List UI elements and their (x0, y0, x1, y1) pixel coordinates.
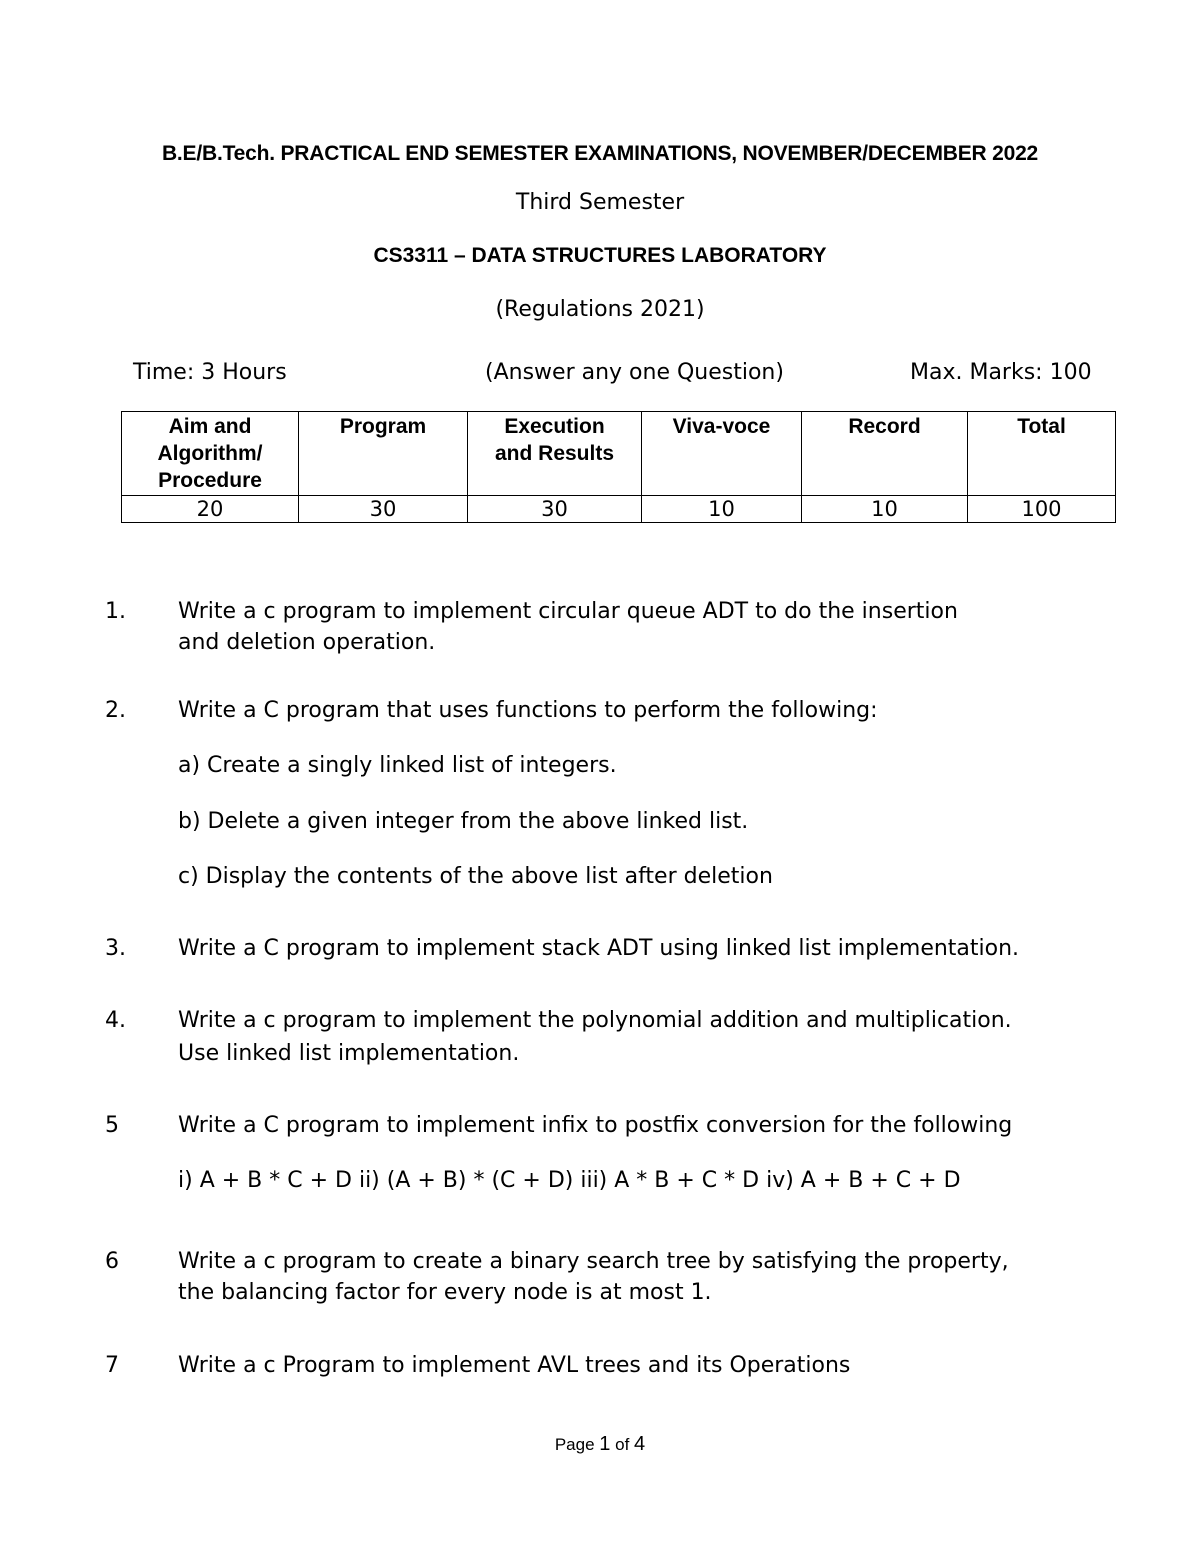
of-word: of (615, 1435, 630, 1454)
question-text-line: Write a c Program to implement AVL trees and its Operations (178, 1353, 851, 1378)
marks-table (121, 411, 1116, 523)
question-subitem: c) Display the contents of the above list after deletion (178, 864, 773, 889)
marks-header-cell: Execution and Results (468, 412, 642, 496)
marks-table-value-row (122, 496, 1116, 523)
exam-title: B.E/B.Tech. PRACTICAL END SEMESTER EXAMINATIONS, NOVEMBER/DECEMBER 2022 (161, 142, 1039, 165)
marks-table-header-row (122, 412, 1116, 496)
marks-value-cell: 30 (299, 496, 468, 523)
question-number: 6 (105, 1249, 119, 1274)
course-title: CS3311 – DATA STRUCTURES LABORATORY (373, 244, 827, 267)
marks-value-cell: 30 (468, 496, 642, 523)
marks-value-cell: 10 (802, 496, 968, 523)
marks-header-cell: Viva-voce (642, 412, 802, 496)
question-text-line: Write a c program to create a binary search tree by satisfying the property, (178, 1249, 1009, 1274)
question-number: 5 (105, 1113, 119, 1138)
semester: Third Semester (515, 190, 685, 215)
question-text-line: Write a C program to implement infix to postfix conversion for the following (178, 1113, 1013, 1138)
question-number: 1. (105, 599, 126, 624)
exam-instruction: (Answer any one Question) (485, 360, 784, 385)
page-footer (0, 1433, 1200, 1456)
question-text-line: and deletion operation. (178, 630, 436, 655)
question-subitem: i) A + B * C + D ii) (A + B) * (C + D) iii) A * B + C * D iv) A + B + C + D (178, 1168, 961, 1193)
marks-value-cell: 100 (968, 496, 1116, 523)
question-text-line: the balancing factor for every node is at most 1. (178, 1280, 712, 1305)
marks-header-cell: Aim and Algorithm/ Procedure (122, 412, 299, 496)
max-marks: Max. Marks: 100 (910, 360, 1092, 385)
question-number: 2. (105, 698, 126, 723)
current-page-number: 1 (599, 1433, 611, 1455)
question-number: 7 (105, 1353, 119, 1378)
marks-value-cell: 20 (122, 496, 299, 523)
marks-header-cell: Total (968, 412, 1116, 496)
regulations: (Regulations 2021) (495, 297, 705, 322)
exam-duration: Time: 3 Hours (133, 360, 287, 385)
marks-header-cell: Record (802, 412, 968, 496)
question-number: 4. (105, 1008, 126, 1033)
question-text-line: Write a c program to implement the polynomial addition and multiplication. (178, 1008, 1012, 1033)
question-number: 3. (105, 936, 126, 961)
question-text-line: Write a C program that uses functions to perform the following: (178, 698, 878, 723)
question-text-line: Use linked list implementation. (178, 1041, 520, 1066)
question-subitem: a) Create a singly linked list of integers. (178, 753, 617, 778)
question-subitem: b) Delete a given integer from the above linked list. (178, 809, 749, 834)
total-page-count: 4 (634, 1433, 646, 1455)
marks-header-cell: Program (299, 412, 468, 496)
marks-value-cell: 10 (642, 496, 802, 523)
question-text-line: Write a C program to implement stack ADT using linked list implementation. (178, 936, 1020, 961)
question-text-line: Write a c program to implement circular queue ADT to do the insertion (178, 599, 958, 624)
page-word: Page (554, 1435, 595, 1454)
